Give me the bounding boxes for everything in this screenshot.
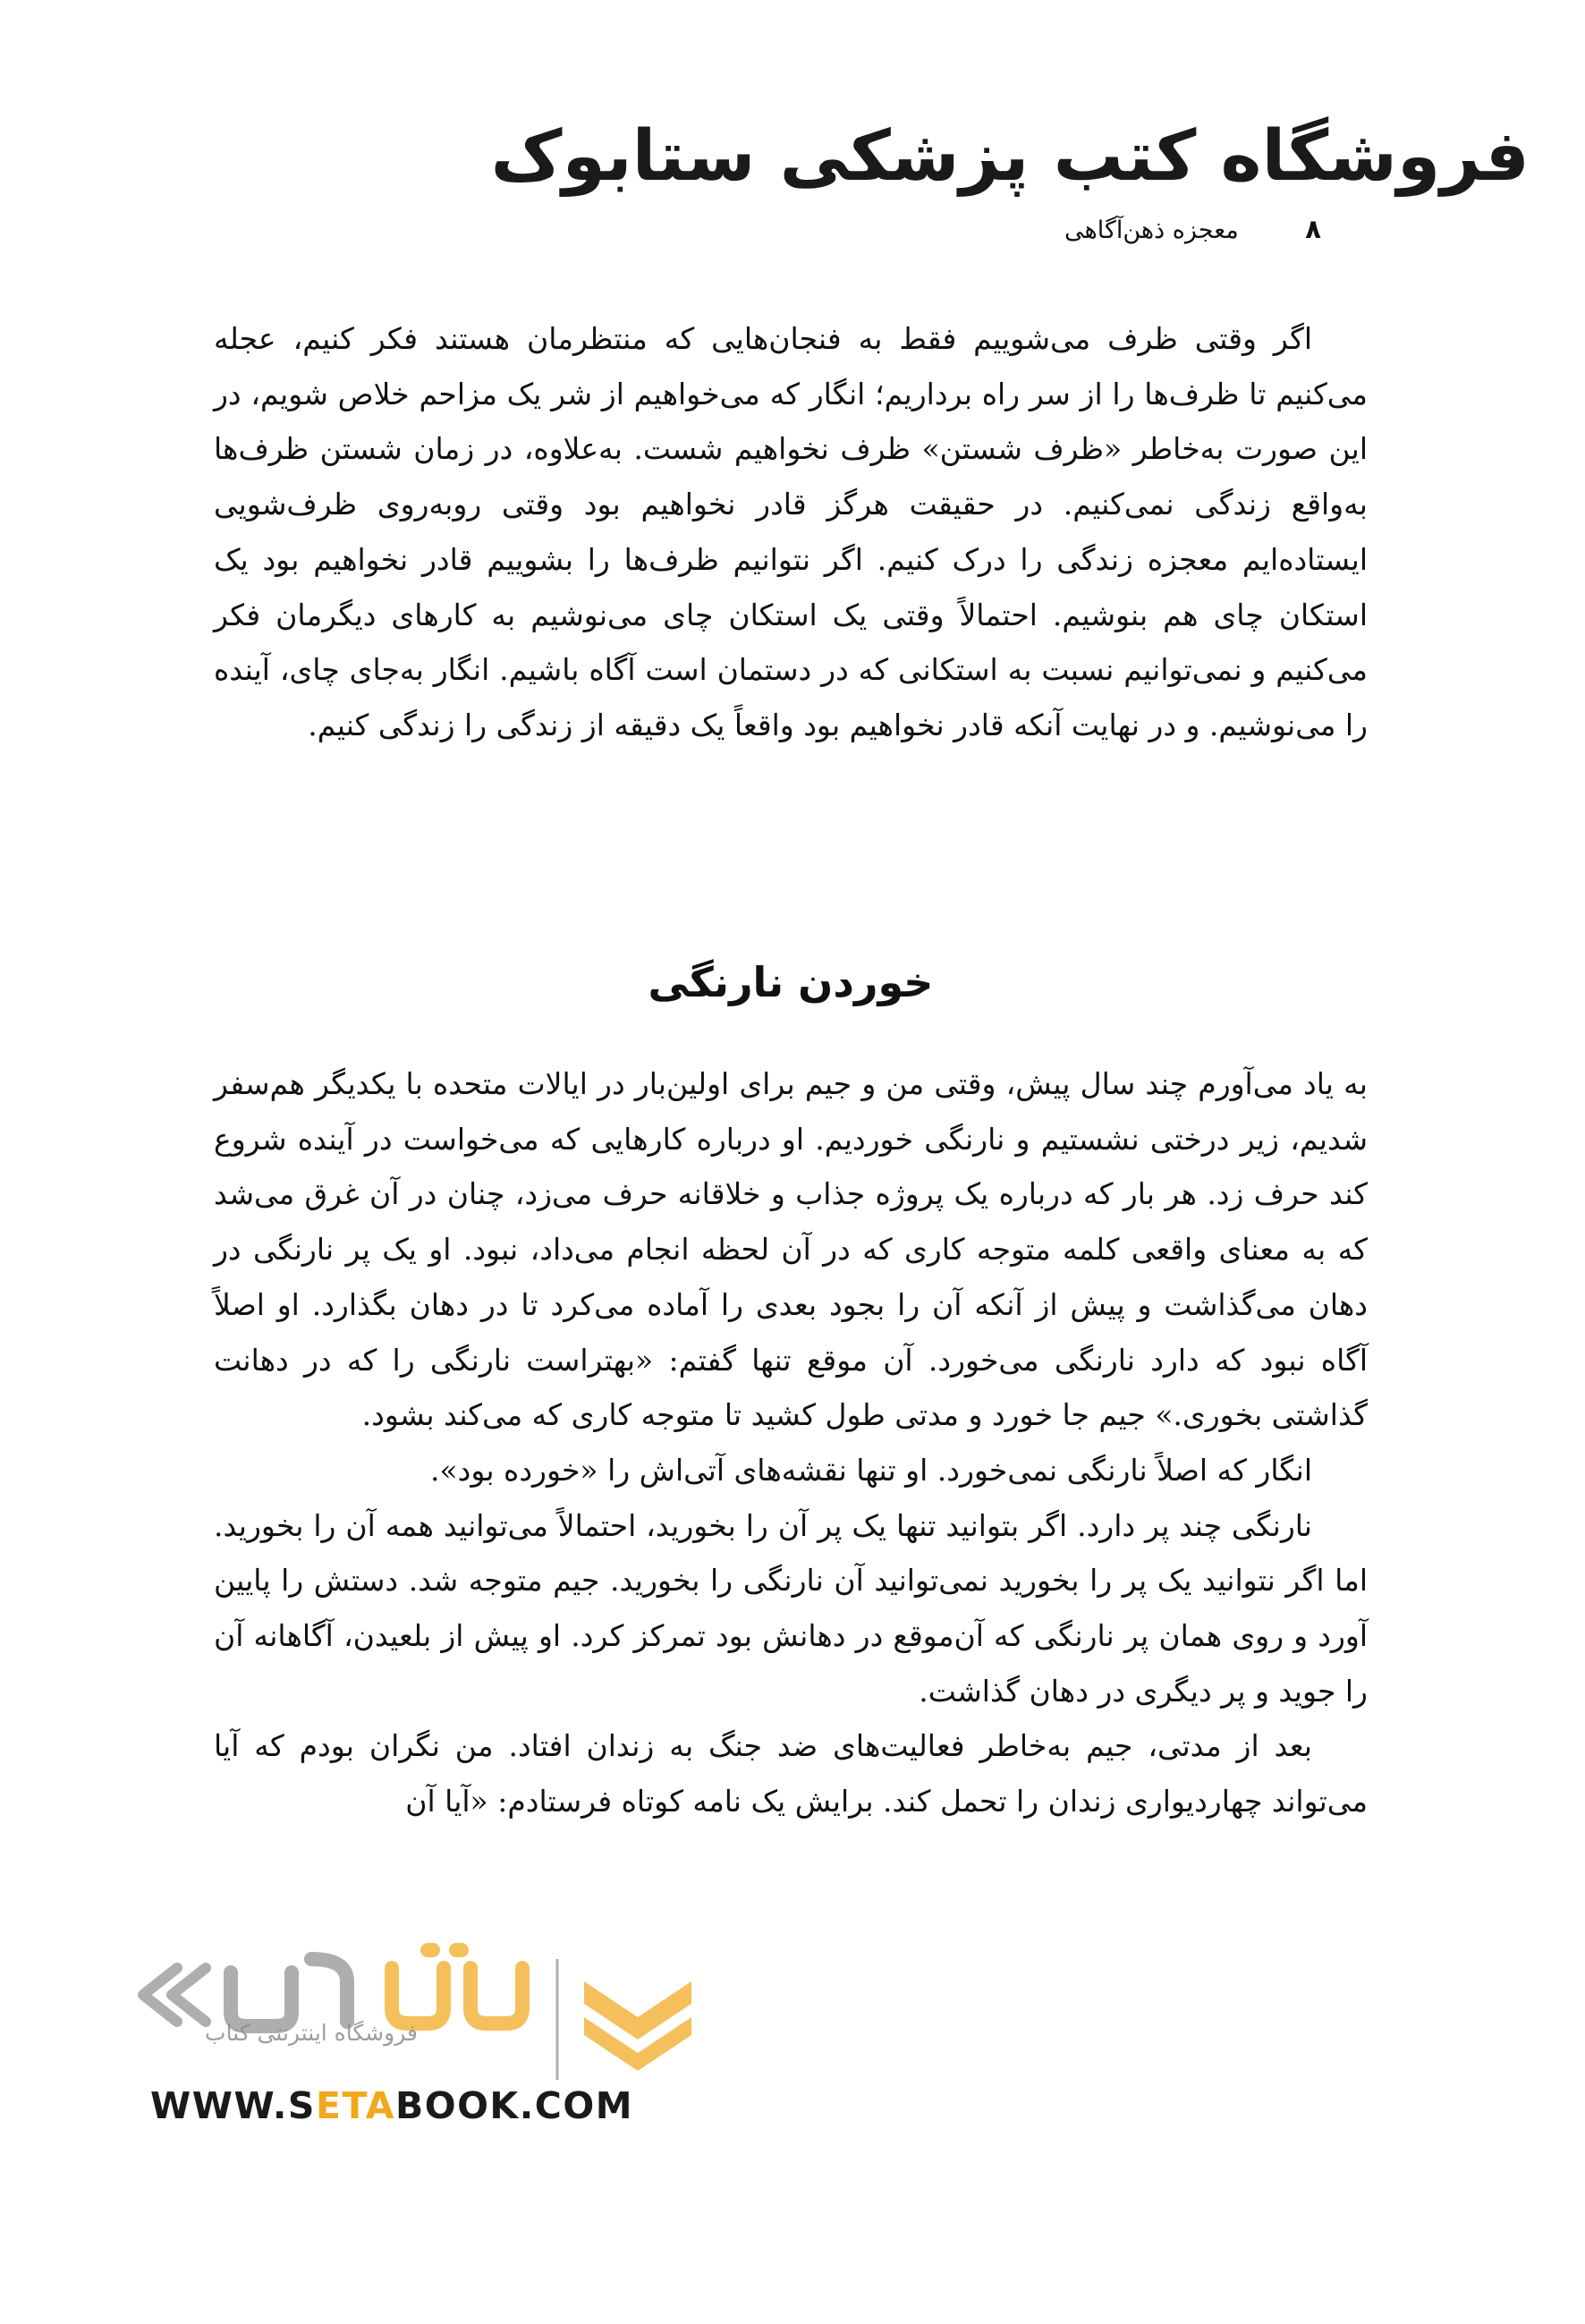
section-heading: خوردن نارنگی <box>648 958 934 1006</box>
open-book-chevron-icon <box>584 1981 691 2071</box>
body-text-bottom <box>214 1056 1368 1829</box>
paragraph: اگر وقتی ظرف می‌شوییم فقط به فنجان‌هایی که منتظرمان هستند فکر کنیم، عجله می‌کنیم تا ظرف‌ها را از سر راه برداریم؛ انگار که می‌خواهیم از شر یک مزاحم خلاص شویم، در این صورت به‌خاطر «ظرف شستن» ظرف نخواهیم شست. به‌علاوه، در زمان شستن ظرف‌ها به‌واقع زندگی نمی‌کنیم. در حقیقت هرگز قادر نخواهیم بود وقتی روبه‌روی ظرف‌شویی ایستاده‌ایم معجزه زندگی را درک کنیم. اگر نتوانیم ظرف‌ها را بشوییم قادر نخواهیم بود یک استکان چای هم بنوشیم. احتمالاً وقتی یک استکان چای می‌نوشیم به کارهای دیگرمان فکر می‌کنیم و نمی‌توانیم نسبت به استکانی که در دستمان است آگاه باشیم. انگار به‌جای چای، آینده را می‌نوشیم. و در نهایت آنکه قادر نخواهیم بود واقعاً یک دقیقه از زندگی را زندگی کنیم. <box>214 321 1368 742</box>
url-part-accent: ETA <box>315 2084 395 2127</box>
url-part: WWW.S <box>150 2084 316 2127</box>
paragraph: بعد از مدتی، جیم به‌خاطر فعالیت‌های ضد جنگ به زندان افتاد. من نگران بودم که آیا می‌تواند چهاردیواری زندان را تحمل کند. برایش یک نامه کوتاه فرستادم: «آیا آن <box>214 1728 1368 1819</box>
body-text-top <box>214 311 1368 753</box>
paragraph: انگار که اصلاً نارنگی نمی‌خورد. او تنها نقشه‌های آتی‌اش را «خورده بود». <box>429 1452 1312 1488</box>
page-number: ۸ <box>1305 214 1321 244</box>
store-banner-title: فروشگاه کتب پزشکی ستابوک <box>490 116 1530 197</box>
url-part: BOOK.COM <box>394 2084 634 2127</box>
chevron-icon <box>143 1968 206 2022</box>
logo-lettering-accent <box>392 1950 522 2023</box>
logo-lettering <box>231 1959 347 2026</box>
book-title: معجزه ذهن‌آگاهی <box>1064 216 1239 244</box>
running-head <box>248 211 1321 249</box>
paragraph: به یاد می‌آورم چند سال پیش، وقتی من و جیم برای اولین‌بار در ایالات متحده با یکدیگر هم‌سفر شدیم، زیر درختی نشستیم و نارنگی خوردیم. او درباره کارهایی که می‌خواست در آینده شروع کند حرف زد. هر بار که درباره یک پروژه جذاب و خلاقانه حرف می‌زد، چنان در آن غرق می‌شد که به معنای واقعی کلمه متوجه کاری که در آن لحظه انجام می‌داد، نبود. او یک پر نارنگی در دهان می‌گذاشت و پیش از آنکه آن را بجود بعدی را آماده می‌کرد تا در دهان بگذارد. او اصلاً آگاه نبود که دارد نارنگی می‌خورد. آن موقع تنها گفتم: «بهتراست نارنگی را که در دهانت گذاشتی بخوری.» جیم جا خورد و مدتی طول کشید تا متوجه کاری که می‌کند بشود. <box>214 1066 1368 1433</box>
paragraph: نارنگی چند پر دارد. اگر بتوانید تنها یک پر آن را بخورید، احتمالاً می‌توانید همه آن را بخورید. اما اگر نتوانید یک پر را بخورید نمی‌توانید آن نارنگی را بخورید. جیم متوجه شد. دستش را پایین آورد و روی همان پر نارنگی که آن‌موقع در دهانش بود تمرکز کرد. او پیش از بلعیدن، آگاهانه آن را جوید و پر دیگری در دهان گذاشت. <box>214 1507 1368 1709</box>
watermark-logo <box>132 1932 700 2093</box>
watermark-url <box>150 2084 633 2127</box>
watermark-tagline: فروشگاه اینترنتی کتاب <box>205 2020 418 2046</box>
